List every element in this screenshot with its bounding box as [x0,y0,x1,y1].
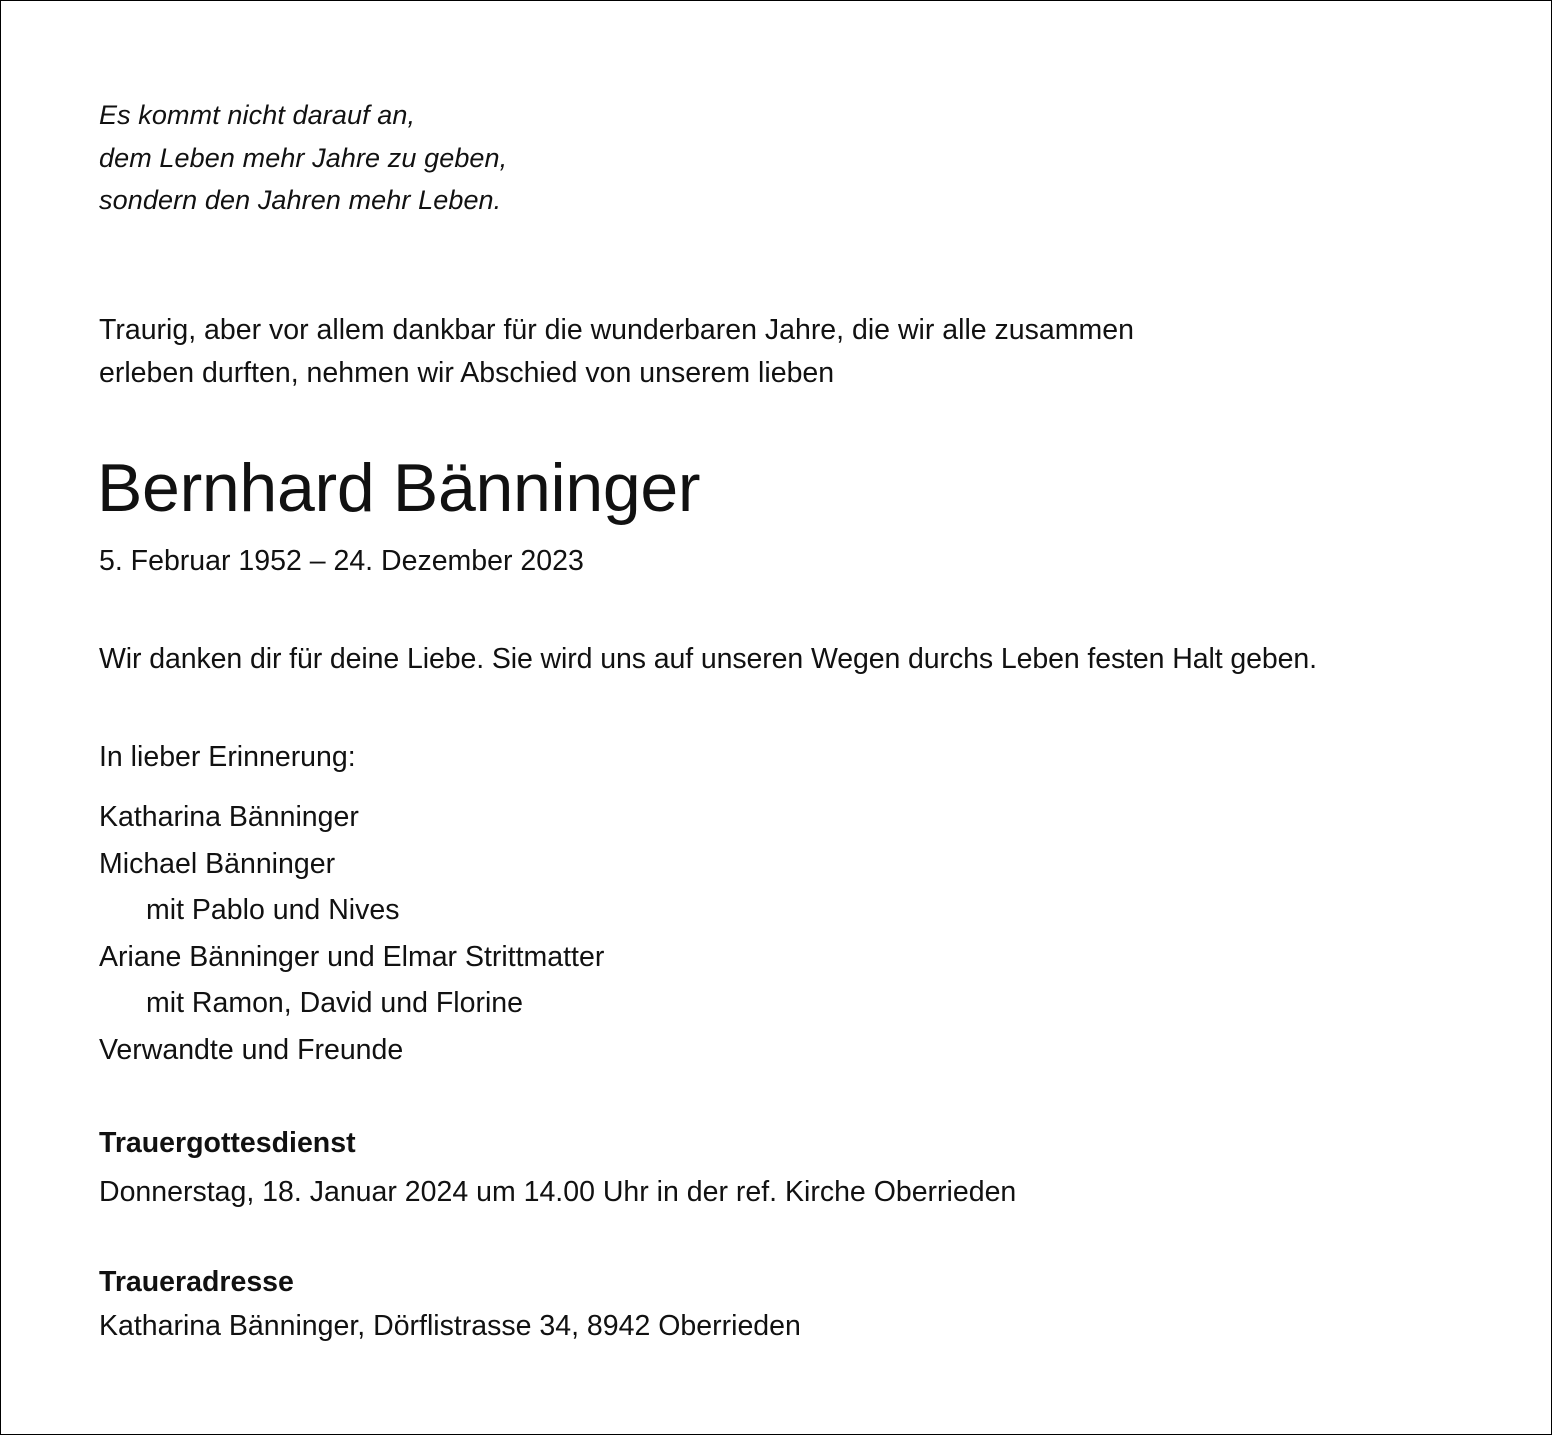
address-details: Katharina Bänninger, Dörflistrasse 34, 8942 Oberrieden [99,1310,801,1342]
quote-line: Es kommt nicht darauf an, [99,100,416,130]
mourner-item: Ariane Bänninger und Elmar Strittmatter [99,940,605,973]
mourners-list [99,794,604,1073]
intro-line: Traurig, aber vor allem dankbar für die wunderbaren Jahre, die wir alle zusammen [99,314,1134,346]
thanks-text: Wir danken dir für deine Liebe. Sie wird uns auf unseren Wegen durchs Leben festen Halt geben. [99,643,1317,675]
life-dates: 5. Februar 1952 – 24. Dezember 2023 [99,545,584,577]
quote-line: dem Leben mehr Jahre zu geben, [99,142,508,173]
mourner-item: Michael Bänninger [99,847,336,880]
intro-text [99,309,1134,395]
quote-line: sondern den Jahren mehr Leben. [99,185,502,215]
memory-heading: In lieber Erinnerung: [99,741,356,773]
service-details: Donnerstag, 18. Januar 2024 um 14.00 Uhr in der ref. Kirche Oberrieden [99,1176,1017,1208]
mourner-item: mit Ramon, David und Florine [146,987,523,1019]
address-title: Traueradresse [99,1266,294,1298]
mourner-item: Katharina Bänninger [99,801,359,833]
mourner-item: Verwandte und Freunde [99,1033,404,1066]
deceased-name: Bernhard Bänninger [97,450,701,526]
opening-quote [99,94,507,222]
intro-line: erleben durften, nehmen wir Abschied von unserem lieben [99,357,835,389]
service-title: Trauergottesdienst [99,1127,356,1159]
mourner-item: mit Pablo und Nives [146,894,400,926]
